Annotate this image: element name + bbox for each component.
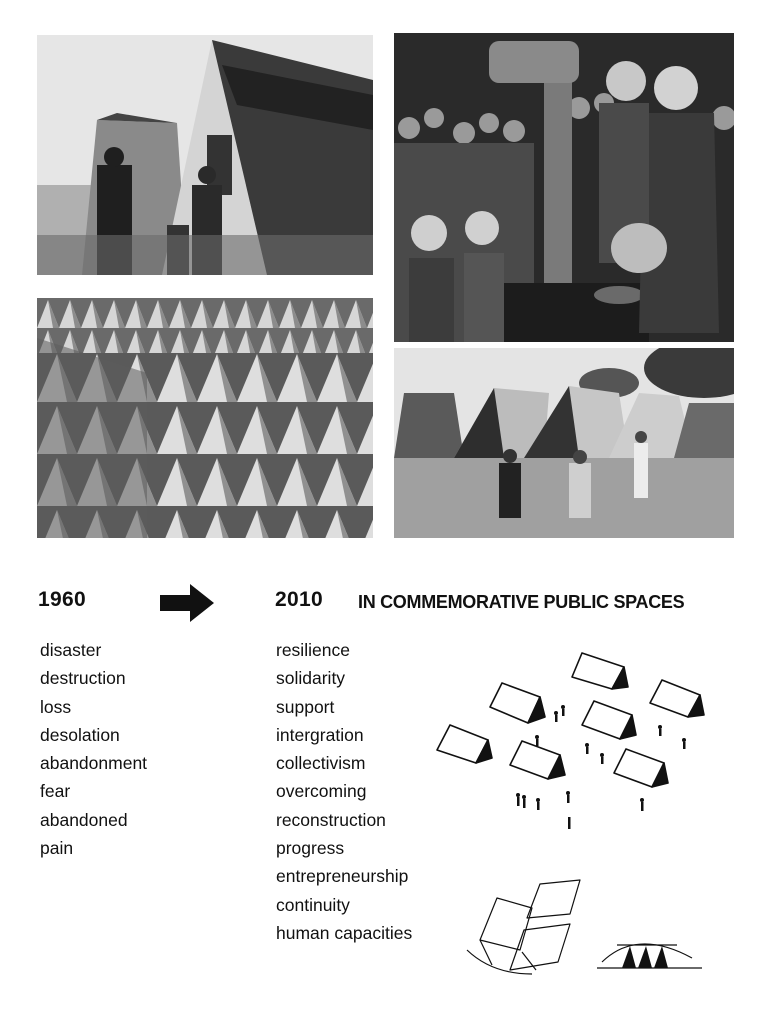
year-from-label: 1960 bbox=[38, 588, 86, 611]
words-2010-list bbox=[276, 636, 412, 947]
sketch-tents-public-space bbox=[432, 645, 732, 840]
list-item: support bbox=[276, 696, 335, 717]
list-item: intergration bbox=[276, 724, 364, 745]
list-item: solidarity bbox=[276, 668, 346, 689]
list-item: destruction bbox=[40, 668, 126, 689]
archival-photo-tent-houses bbox=[37, 35, 373, 275]
list-item: desolation bbox=[40, 724, 120, 745]
list-item: progress bbox=[276, 838, 345, 859]
list-item: overcoming bbox=[276, 781, 367, 802]
list-item: abandoned bbox=[40, 809, 128, 830]
list-item: fear bbox=[40, 781, 71, 802]
section-heading: IN COMMEMORATIVE PUBLIC SPACES bbox=[358, 592, 685, 612]
list-item: abandonment bbox=[40, 753, 148, 774]
list-item: entrepreneurship bbox=[276, 866, 409, 887]
arrow-right-icon bbox=[160, 584, 214, 622]
archival-photo-people-stove bbox=[394, 33, 734, 342]
list-item: pain bbox=[40, 838, 74, 859]
list-item: human capacities bbox=[276, 922, 413, 943]
list-item: continuity bbox=[276, 894, 350, 915]
words-1960-list bbox=[40, 636, 147, 862]
list-item: reconstruction bbox=[276, 809, 386, 830]
sketch-hand-drawn-tents bbox=[462, 870, 712, 980]
list-item: disaster bbox=[40, 640, 102, 660]
list-item: resilience bbox=[276, 640, 350, 660]
list-item: collectivism bbox=[276, 753, 366, 774]
year-to-label: 2010 bbox=[275, 588, 323, 611]
list-item: loss bbox=[40, 696, 72, 717]
archival-photo-tents-field bbox=[394, 348, 734, 538]
archival-photo-tent-rows bbox=[37, 298, 373, 538]
